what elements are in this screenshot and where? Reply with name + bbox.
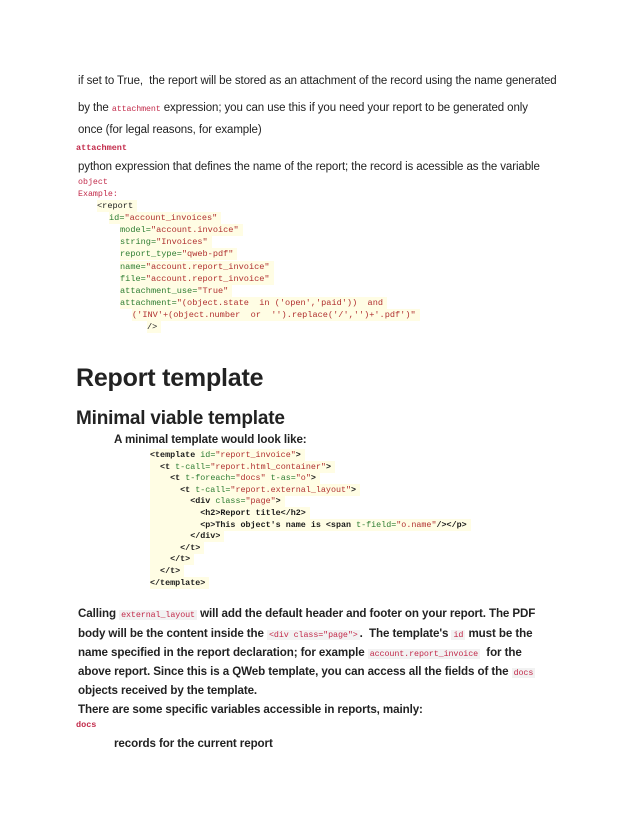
text-span: must be the	[465, 627, 533, 640]
paragraph-line	[78, 627, 532, 640]
definition-text: python expression that defines the name of the report; the record is acessible as the variable	[78, 161, 540, 173]
code-value: "qweb-pdf"	[181, 249, 234, 260]
code-line	[97, 200, 137, 212]
example-label: Example:	[78, 190, 118, 199]
heading-report-template: Report template	[76, 364, 264, 392]
code-line	[150, 565, 184, 577]
code-line	[109, 212, 221, 224]
code-attr: class=	[215, 496, 246, 507]
text-span: above report. Since this is a QWeb template, you can access all the fields of the	[78, 665, 512, 678]
code-str: "report.html_container"	[210, 461, 326, 472]
code-line	[120, 261, 274, 273]
code-tag: <p>This object's name is <span	[150, 519, 357, 530]
code-str: "report.external_layout"	[230, 484, 352, 495]
code-line	[132, 309, 420, 321]
text-span: will add the default header and footer on your report. The PDF	[196, 607, 536, 620]
object-variable: object	[78, 178, 108, 187]
code-attr: id=	[200, 450, 216, 460]
code-attr: file=	[120, 273, 146, 284]
code-line	[150, 449, 305, 461]
code-attr: attachment=	[120, 297, 177, 308]
text-span: expression; you can use this if you need your report to be generated only	[160, 102, 528, 114]
code-line	[120, 297, 387, 309]
paragraph-line	[78, 665, 535, 678]
code-line	[150, 519, 471, 531]
code-tag: /></p>	[436, 519, 467, 530]
code-tag: >	[310, 473, 316, 484]
code-attr: t-foreach=	[185, 473, 236, 484]
code-line	[147, 321, 161, 333]
code-tag: </t>	[150, 542, 201, 553]
code-value: "account.report_invoice"	[145, 273, 270, 284]
code-tag: <template	[150, 450, 201, 460]
code-tag: <report	[97, 201, 134, 211]
code-tag: >	[295, 450, 301, 460]
code-attr: t-call=	[195, 484, 231, 495]
code-line	[120, 224, 243, 236]
code-attr: t-as=	[270, 473, 296, 484]
paragraph-line	[78, 607, 535, 620]
code-line	[150, 495, 285, 507]
code-tag: </template>	[150, 577, 206, 588]
code-value: "account.report_invoice"	[145, 261, 270, 272]
code-line	[120, 285, 232, 297]
text-span: body will be the content inside the	[78, 627, 267, 640]
text-span: by the	[78, 102, 112, 114]
code-value: "Invoices"	[156, 237, 208, 248]
term-docs: docs	[76, 720, 97, 730]
code-line	[120, 236, 212, 248]
code-tag: <t	[150, 461, 176, 472]
code-tag: >	[325, 461, 331, 472]
code-value: ('INV'+(object.number or '').replace('/','')+'.pdf')"	[132, 309, 416, 320]
inline-code: attachment	[111, 105, 161, 114]
text-span: for the	[480, 646, 522, 659]
paragraph-line: if set to True, the report will be stored as an attachment of the record using the name generated	[78, 75, 557, 87]
code-line	[150, 507, 310, 519]
code-value: "(object.state in ('open','paid')) and	[176, 297, 384, 308]
minimal-intro: A minimal template would look like:	[114, 433, 307, 446]
paragraph-line	[78, 102, 528, 114]
code-str: "report_invoice"	[215, 450, 296, 460]
term-attachment: attachment	[76, 143, 128, 153]
specific-vars-text: There are some specific variables accessible in reports, mainly:	[78, 703, 423, 716]
code-line	[150, 542, 204, 554]
code-tag: <t	[150, 473, 186, 484]
code-line	[120, 248, 237, 260]
text-span: . The template's	[359, 627, 452, 640]
code-tag: >	[275, 496, 281, 507]
code-tag: >	[351, 484, 357, 495]
code-tag: <t	[150, 484, 196, 495]
text-span: name specified in the report declaration; for example	[78, 646, 368, 659]
code-str: "docs"	[235, 473, 271, 484]
inline-code: id	[453, 630, 464, 640]
heading-minimal-template: Minimal viable template	[76, 408, 285, 429]
docs-definition: records for the current report	[114, 737, 273, 750]
code-tag: </t>	[150, 566, 181, 576]
code-tag: <h2>Report title</h2>	[150, 508, 306, 518]
inline-code: <div class="page">	[269, 630, 358, 640]
code-attr: attachment_use=	[120, 285, 198, 296]
code-tag: <div	[150, 496, 216, 507]
code-attr: name=	[120, 261, 146, 272]
code-attr: report_type=	[120, 249, 182, 260]
paragraph-line	[78, 646, 522, 659]
code-attr: t-call=	[175, 461, 211, 472]
code-line	[150, 577, 209, 589]
code-line	[150, 484, 360, 496]
paragraph-line: objects received by the template.	[78, 684, 258, 697]
code-attr: string=	[120, 237, 157, 248]
code-tag: </div>	[150, 531, 221, 542]
code-line	[150, 472, 320, 484]
inline-code: account.report_invoice	[369, 649, 479, 659]
code-line	[150, 553, 194, 565]
inline-code: docs	[513, 668, 534, 678]
code-attr: model=	[120, 225, 151, 236]
code-tag: />	[147, 322, 158, 332]
code-line	[120, 273, 274, 285]
code-value: "account_invoices"	[124, 213, 218, 224]
code-str: "o.name"	[396, 519, 437, 530]
code-value: "account.invoice"	[150, 225, 239, 236]
code-line	[150, 461, 335, 473]
code-attr: t-field=	[356, 519, 397, 530]
inline-code: external_layout	[121, 610, 195, 620]
code-line	[150, 530, 224, 542]
code-str: "page"	[245, 496, 276, 507]
code-value: "True"	[197, 285, 229, 296]
code-attr: id=	[109, 213, 125, 224]
paragraph-line: once (for legal reasons, for example)	[78, 124, 262, 136]
code-tag: </t>	[150, 554, 191, 565]
code-str: "o"	[295, 473, 311, 484]
text-span: Calling	[78, 607, 120, 620]
